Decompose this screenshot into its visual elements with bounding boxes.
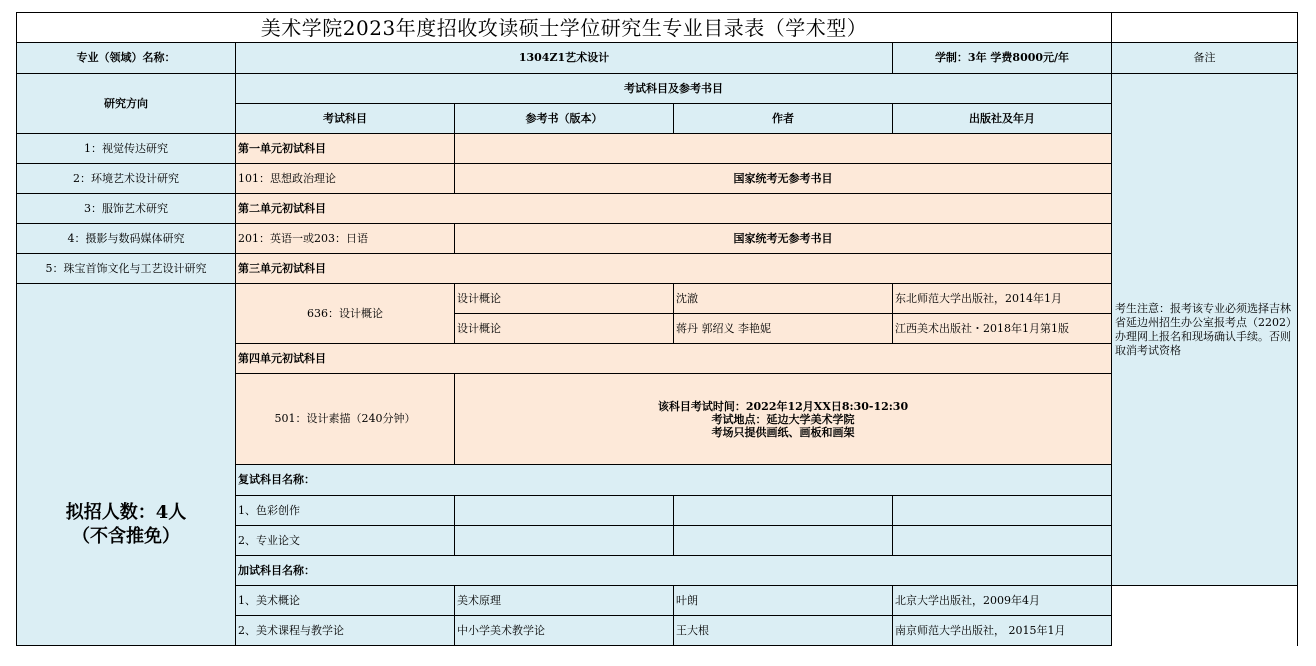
retest-book-2 (455, 526, 674, 556)
major-row (17, 43, 1298, 74)
unit1-note: 国家统考无参考书目 (455, 164, 1112, 194)
catalog-table (16, 12, 1298, 646)
direction-label: 研究方向 (17, 74, 236, 134)
additional-book-2: 中小学美术教学论 (455, 616, 674, 646)
title-row (17, 13, 1298, 43)
retest-author-2 (674, 526, 893, 556)
enrollment-count (17, 284, 236, 646)
unit1-title: 第一单元初试科目 (236, 134, 455, 164)
direction-item-4: 4：摄影与数码媒体研究 (17, 224, 236, 254)
additional-author-1: 叶朗 (674, 586, 893, 616)
unit2-title: 第二单元初试科目 (236, 194, 1112, 224)
major-label: 专业（领域）名称： (17, 43, 236, 74)
retest-publisher-1 (893, 496, 1112, 526)
unit4-exam-time: 该科目考试时间：2022年12月XX日8:30-12:30 (657, 399, 909, 413)
table-row (17, 164, 1298, 194)
unit1-blank (455, 134, 1112, 164)
retest-title: 复试科目名称： (236, 465, 1112, 496)
unit3-publisher-2: 江西美术出版社・2018年1月第1版 (893, 314, 1112, 344)
subjects-header: 考试科目及参考书目 (236, 74, 1112, 104)
table-row (17, 254, 1298, 284)
col-book: 参考书（版本） (455, 104, 674, 134)
col-subject: 考试科目 (236, 104, 455, 134)
unit3-publisher-1: 东北师范大学出版社，2014年1月 (893, 284, 1112, 314)
major-value: 1304Z1艺术设计 (236, 43, 893, 74)
additional-publisher-2: 南京师范大学出版社， 2015年1月 (893, 616, 1112, 646)
catalog-sheet (16, 12, 1298, 646)
retest-item-2: 2、专业论文 (236, 526, 455, 556)
enrollment-line-2: （不含推免） (72, 525, 180, 547)
registration-notice: 考生注意：报考该专业必须选择吉林省延边州招生办公室报考点（2202）办理网上报名和现场确认手续。否则取消考试资格 (1112, 74, 1298, 586)
unit4-subject: 501：设计素描（240分钟） (236, 374, 455, 465)
page-title: 美术学院2023年度招收攻读硕士学位研究生专业目录表（学术型） (17, 13, 1112, 43)
direction-item-3: 3：服饰艺术研究 (17, 194, 236, 224)
direction-item-2: 2：环境艺术设计研究 (17, 164, 236, 194)
unit1-subject: 101：思想政治理论 (236, 164, 455, 194)
subjects-header-row (17, 74, 1298, 104)
unit2-subject: 201：英语一或203：日语 (236, 224, 455, 254)
col-publisher: 出版社及年月 (893, 104, 1112, 134)
unit4-title: 第四单元初试科目 (236, 344, 1112, 374)
unit3-book-2: 设计概论 (455, 314, 674, 344)
unit4-info (455, 374, 1112, 465)
col-author: 作者 (674, 104, 893, 134)
remarks-label: 备注 (1112, 43, 1298, 74)
additional-subject-2: 2、美术课程与教学论 (236, 616, 455, 646)
unit3-subject: 636：设计概论 (236, 284, 455, 344)
unit3-author-2: 蒋丹 郭绍义 李艳妮 (674, 314, 893, 344)
additional-publisher-1: 北京大学出版社，2009年4月 (893, 586, 1112, 616)
direction-item-5: 5：珠宝首饰文化与工艺设计研究 (17, 254, 236, 284)
additional-book-1: 美术原理 (455, 586, 674, 616)
unit3-title: 第三单元初试科目 (236, 254, 1112, 284)
unit3-author-1: 沈澈 (674, 284, 893, 314)
retest-publisher-2 (893, 526, 1112, 556)
retest-item-1: 1、色彩创作 (236, 496, 455, 526)
table-row (17, 194, 1298, 224)
additional-subject-1: 1、美术概论 (236, 586, 455, 616)
table-row (17, 224, 1298, 254)
retest-book-1 (455, 496, 674, 526)
table-row (17, 284, 1298, 314)
unit4-exam-materials: 考场只提供画纸、画板和画架 (711, 425, 855, 439)
title-spacer (1112, 13, 1298, 43)
additional-title: 加试科目名称： (236, 556, 1112, 586)
direction-item-1: 1：视觉传达研究 (17, 134, 236, 164)
unit3-book-1: 设计概论 (455, 284, 674, 314)
unit2-note: 国家统考无参考书目 (455, 224, 1112, 254)
table-row (17, 134, 1298, 164)
duration-fee: 学制：3年 学费8000元/年 (893, 43, 1112, 74)
enrollment-line-1: 拟招人数：4人 (65, 501, 187, 523)
unit4-exam-place: 考试地点：延边大学美术学院 (711, 412, 855, 426)
additional-author-2: 王大根 (674, 616, 893, 646)
retest-author-1 (674, 496, 893, 526)
